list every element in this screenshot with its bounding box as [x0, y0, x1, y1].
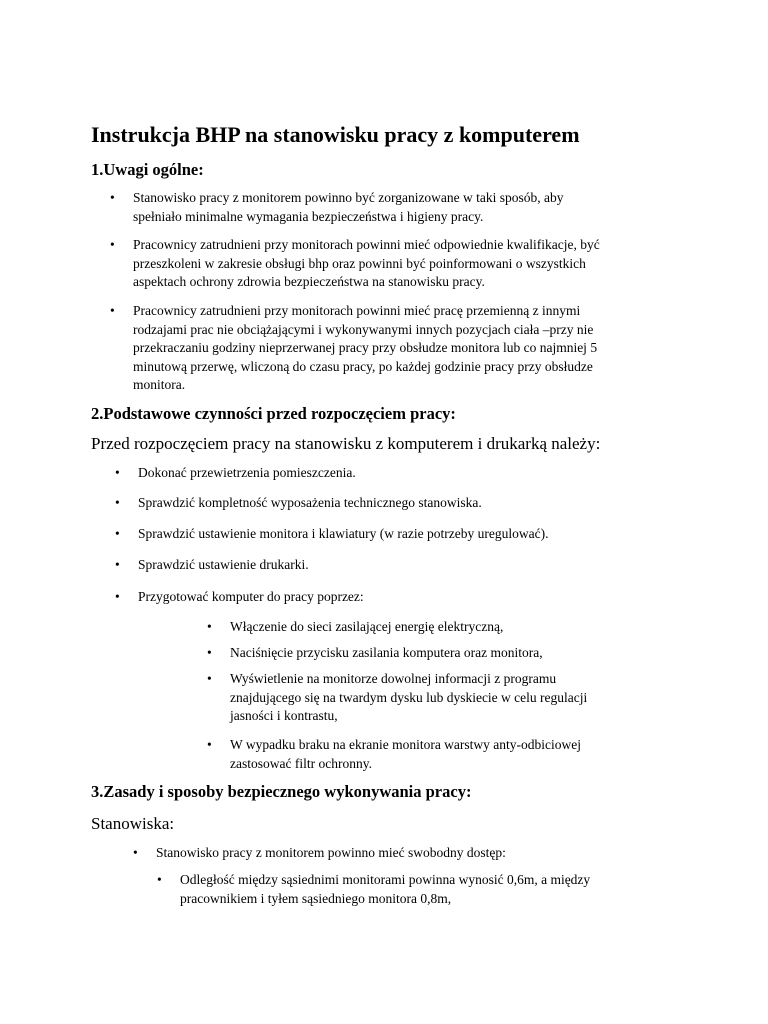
bullet-icon: • [110, 190, 115, 205]
bullet-icon: • [207, 645, 212, 660]
text-line: jasności i kontrastu, [230, 708, 338, 723]
bullet-icon: • [115, 495, 120, 510]
section-2-subitem [230, 618, 503, 637]
section-2-subitem [230, 670, 587, 726]
section-3-subitem [180, 871, 590, 908]
text-line: przekraczaniu godziny nieprzerwanej pracy przy obsłudze monitora lub co najmniej 5 [133, 340, 598, 355]
text-line: Stanowisko pracy z monitorem powinno być zorganizowane w taki sposób, aby [133, 190, 564, 205]
text-line: Pracownicy zatrudnieni przy monitorach powinni mieć odpowiednie kwalifikacje, być [133, 237, 600, 252]
section-2-heading: 2.Podstawowe czynności przed rozpoczęciem pracy: [91, 404, 456, 423]
text-line: znajdującego się na twardym dysku lub dyskiecie w celu regulacji [230, 689, 588, 705]
bullet-icon: • [157, 872, 162, 887]
section-2-item: Sprawdzić ustawienie monitora i klawiatury (w razie potrzeby uregulować). [138, 526, 549, 541]
section-2-subitem [230, 644, 543, 663]
text-line: monitora. [133, 377, 186, 392]
text-line: minutową przerwę, wliczoną do czasu pracy, po każdej godzinie pracy przy obsłudze [133, 358, 593, 374]
text-line: W wypadku braku na ekranie monitora warstwy anty-odbiciowej [230, 737, 582, 752]
section-1-heading: 1.Uwagi ogólne: [91, 160, 204, 179]
bullet-icon: • [207, 619, 212, 634]
section-1-item [133, 189, 564, 226]
bullet-icon: • [115, 557, 120, 572]
section-2-item: Przygotować komputer do pracy poprzez: [138, 589, 364, 604]
section-2-item: Sprawdzić ustawienie drukarki. [138, 557, 309, 572]
bullet-icon: • [110, 237, 115, 252]
bullet-icon: • [110, 303, 115, 318]
text-line: Stanowisko pracy z monitorem powinno mieć swobodny dostęp: [156, 845, 506, 860]
section-3-intro: Stanowiska: [91, 814, 175, 833]
document-title: Instrukcja BHP na stanowisku pracy z komputerem [91, 122, 580, 147]
text-line: pracownikiem i tyłem sąsiedniego monitora 0,8m, [180, 890, 452, 906]
section-1-item [133, 302, 597, 395]
text-line: zastosować filtr ochronny. [230, 755, 372, 771]
section-1-item [133, 236, 600, 292]
text-line: Włączenie do sieci zasilającej energię elektryczną, [230, 619, 504, 634]
text-line: aspektach ochrony zdrowia bezpieczeństwa na stanowisku pracy. [133, 274, 485, 289]
bullet-icon: • [115, 589, 120, 604]
bullet-icon: • [207, 737, 212, 752]
section-2-item: Dokonać przewietrzenia pomieszczenia. [138, 465, 356, 480]
bullet-icon: • [133, 845, 138, 860]
text-line: Wyświetlenie na monitorze dowolnej informacji z programu [230, 671, 557, 686]
bullet-icon: • [115, 526, 120, 541]
text-line: Naciśnięcie przycisku zasilania komputera oraz monitora, [230, 645, 543, 660]
text-line: przeszkoleni w zakresie obsługi bhp oraz powinni być poinformowani o wszystkich [133, 255, 586, 271]
section-3-item [156, 844, 506, 863]
section-2-item: Sprawdzić kompletność wyposażenia technicznego stanowiska. [138, 495, 482, 510]
text-line: rodzajami prac nie obciążającymi i wykonywanymi innych pozycjach ciała –przy nie [133, 321, 594, 337]
text-line: Pracownicy zatrudnieni przy monitorach powinni mieć pracę przemienną z innymi [133, 303, 581, 318]
bullet-icon: • [115, 465, 120, 480]
text-line: Odległość między sąsiednimi monitorami powinna wynosić 0,6m, a między [180, 872, 591, 887]
section-3-heading: 3.Zasady i sposoby bezpiecznego wykonywania pracy: [91, 782, 472, 801]
section-2-subitem [230, 736, 581, 773]
section-2-intro: Przed rozpoczęciem pracy na stanowisku z komputerem i drukarką należy: [91, 434, 601, 453]
bullet-icon: • [207, 671, 212, 686]
text-line: spełniało minimalne wymagania bezpieczeństwa i higieny pracy. [133, 208, 484, 224]
